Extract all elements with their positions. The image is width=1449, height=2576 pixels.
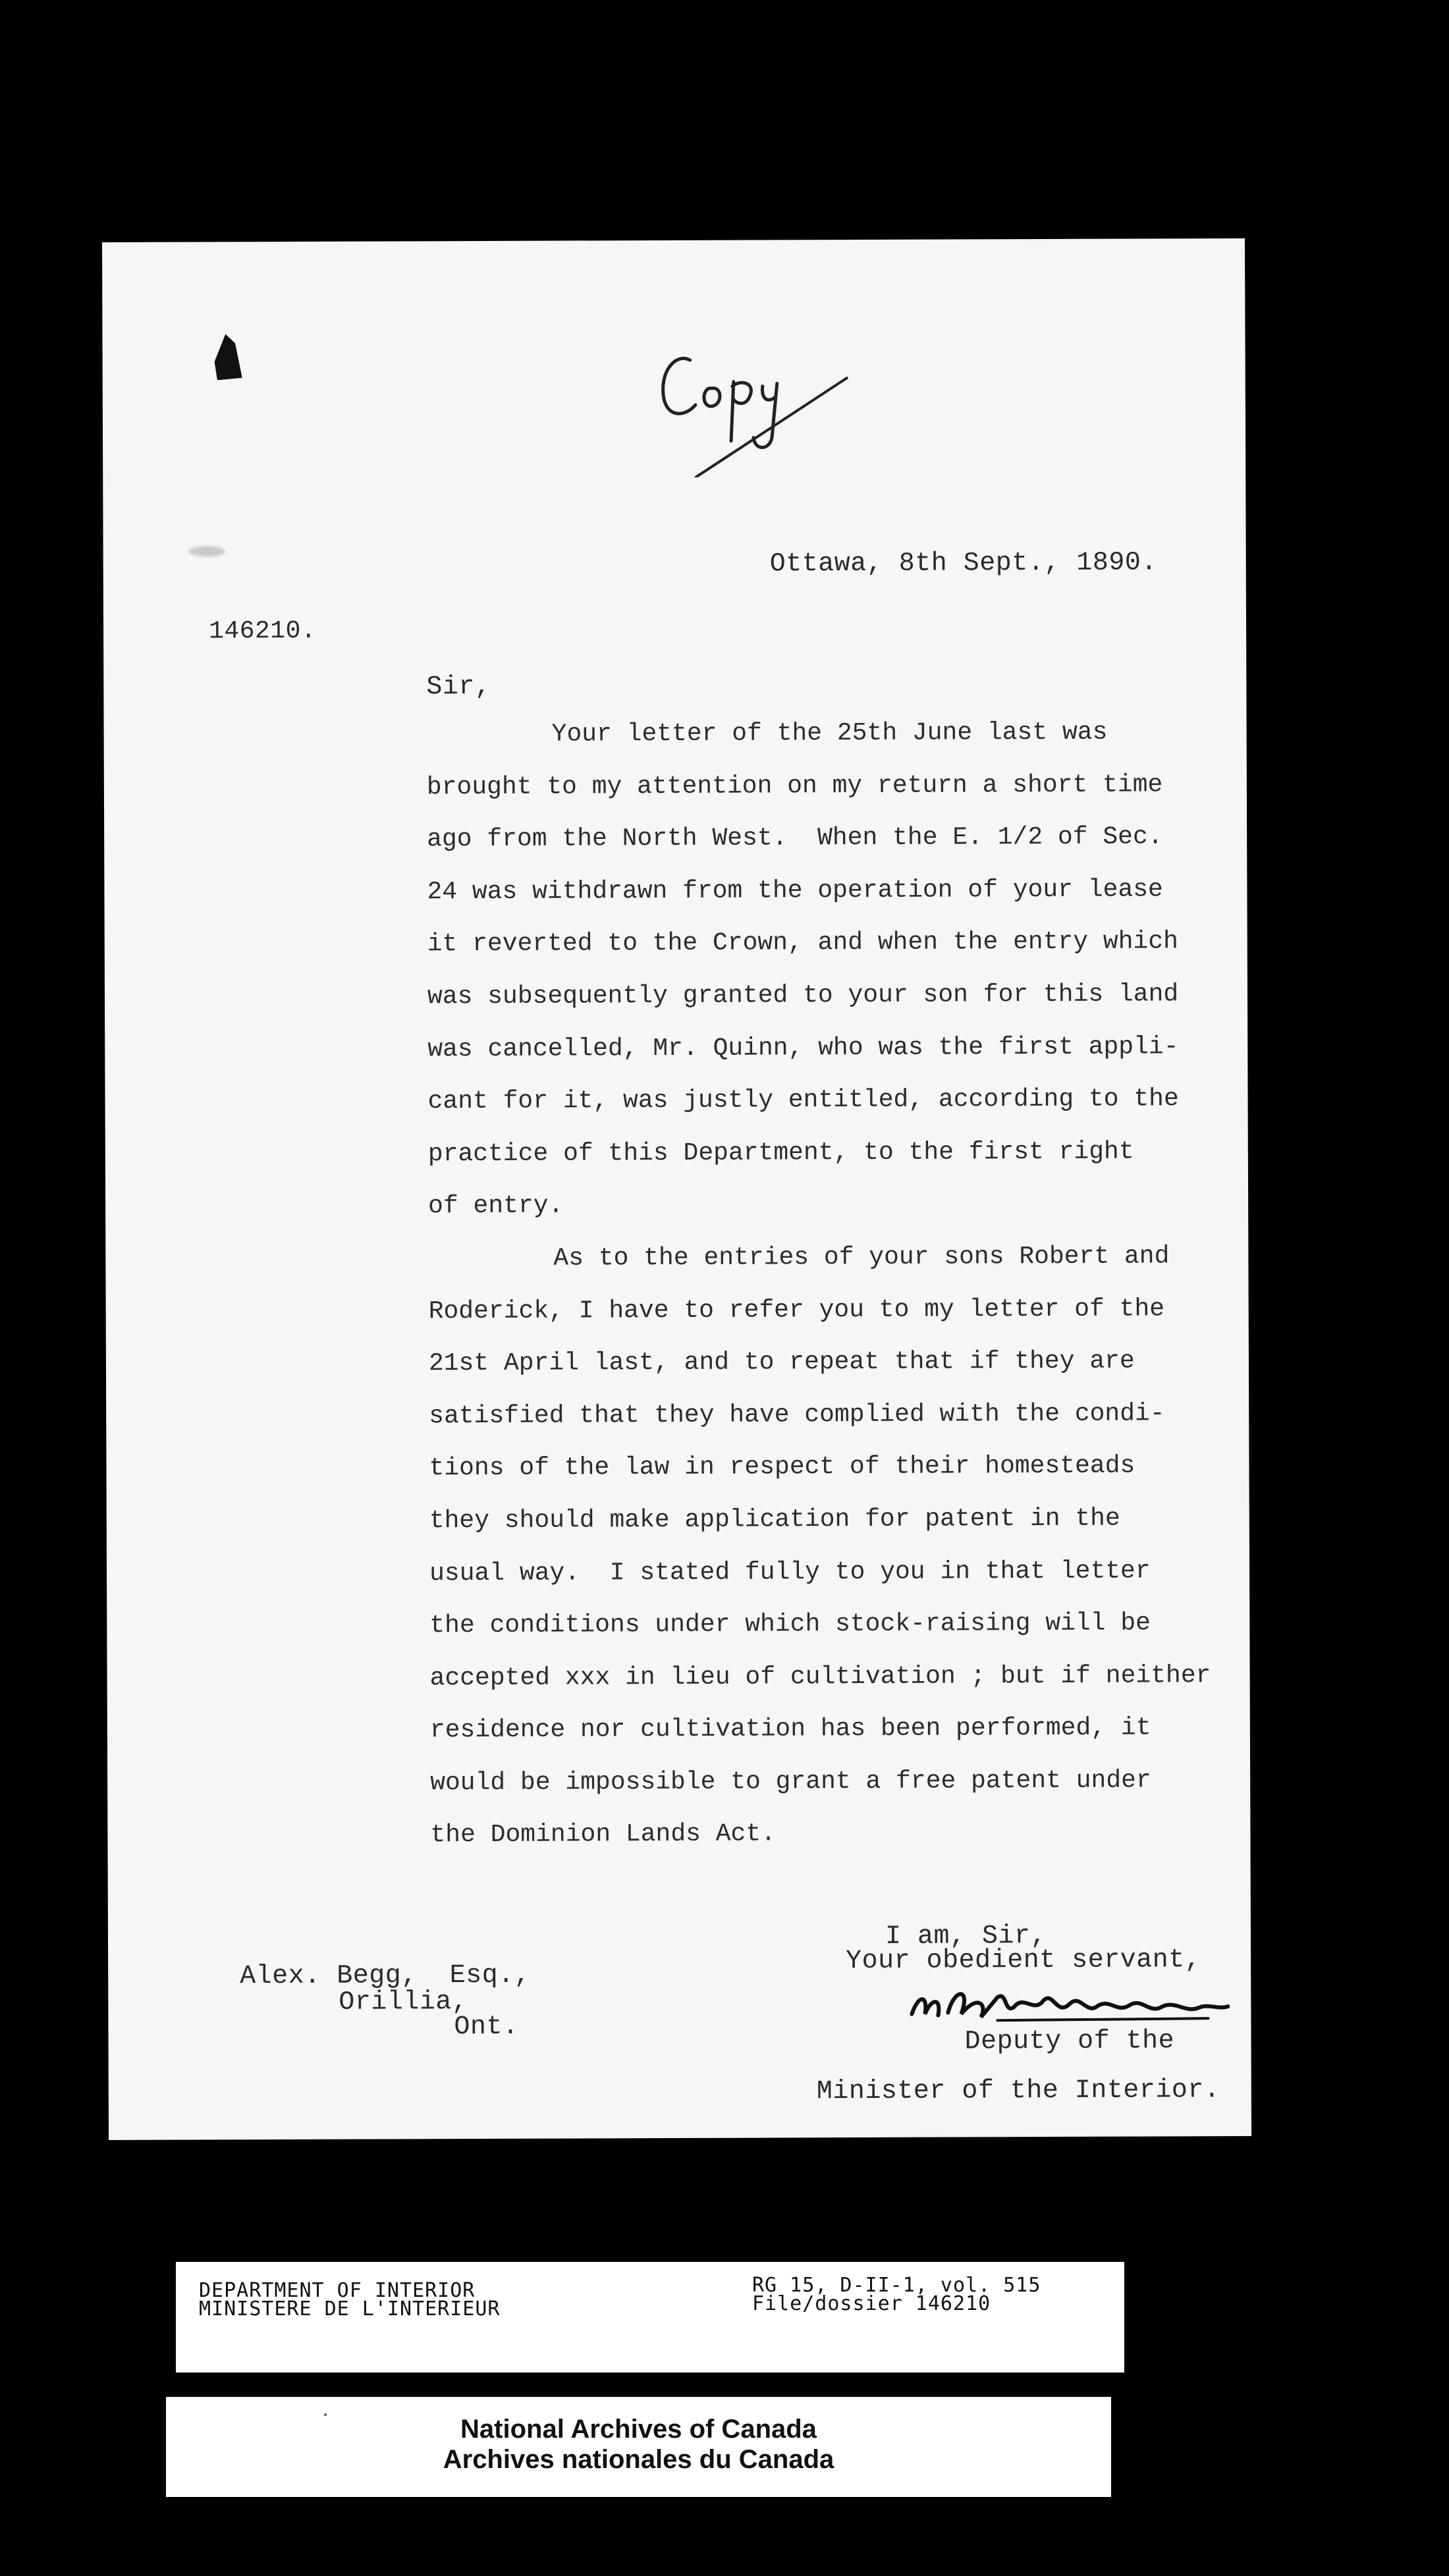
body-line: 21st April last, and to repeat that if they are bbox=[428, 1347, 1135, 1378]
body-line: Roderick, I have to refer you to my letter of the bbox=[428, 1294, 1165, 1326]
ink-blot bbox=[214, 334, 242, 380]
record-group-reference: RG 15, D-II-1, vol. 515 bbox=[752, 2274, 1041, 2297]
addressee-town: Orillia, bbox=[339, 1987, 468, 2018]
body-line: they should make application for patent in the bbox=[429, 1504, 1120, 1536]
signatory-title-line2: Minister of the Interior. bbox=[816, 2076, 1220, 2107]
body-line: of entry. bbox=[428, 1191, 564, 1221]
signature-scrawl bbox=[898, 1967, 1241, 2034]
body-line: cant for it, was justly entitled, according to the bbox=[427, 1085, 1179, 1116]
body-line: Your letter of the 25th June last was bbox=[551, 718, 1108, 749]
body-line: the Dominion Lands Act. bbox=[430, 1819, 777, 1850]
salutation: Sir, bbox=[426, 672, 491, 703]
body-line: tions of the law in respect of their homesteads bbox=[429, 1451, 1135, 1483]
letter-date: Ottawa, 8th Sept., 1890. bbox=[769, 548, 1157, 579]
archive-reference-label bbox=[176, 2262, 1124, 2373]
signature bbox=[898, 1967, 1241, 2034]
paper-smudge bbox=[189, 546, 225, 556]
addressee-name: Alex. Begg, Esq., bbox=[240, 1960, 531, 1992]
copy-annotation bbox=[649, 325, 992, 477]
body-line: practice of this Department, to the first right bbox=[427, 1137, 1134, 1169]
copy-handwriting-mark bbox=[649, 325, 992, 477]
letter-page bbox=[102, 238, 1251, 2140]
department-name-fr: MINISTERE DE L'INTERIEUR bbox=[199, 2297, 501, 2321]
archive-name-en: National Archives of Canada bbox=[460, 2415, 817, 2444]
addressee-province: Ont. bbox=[454, 2012, 519, 2043]
department-name-en: DEPARTMENT OF INTERIOR bbox=[199, 2279, 476, 2302]
signatory-title-line1: Deputy of the bbox=[964, 2026, 1175, 2057]
archive-credit-box bbox=[166, 2397, 1111, 2497]
body-line: 24 was withdrawn from the operation of your lease bbox=[427, 875, 1163, 907]
body-line: satisfied that they have complied with the condi- bbox=[429, 1399, 1165, 1430]
body-line: usual way. I stated fully to you in that letter bbox=[429, 1556, 1151, 1588]
archive-name-fr: Archives nationales du Canada bbox=[443, 2445, 834, 2474]
letter-body bbox=[426, 706, 1220, 1862]
body-line: residence nor cultivation has been performed, it bbox=[429, 1713, 1151, 1745]
body-line: was cancelled, Mr. Quinn, who was the first appli- bbox=[427, 1032, 1179, 1063]
body-line: it reverted to the Crown, and when the entry which bbox=[427, 927, 1178, 959]
closing-servant: Your obedient servant, bbox=[846, 1945, 1201, 1977]
body-line: As to the entries of your sons Robert and bbox=[553, 1242, 1170, 1273]
speck bbox=[324, 2413, 327, 2416]
closing-greeting: I am, Sir, bbox=[885, 1921, 1047, 1952]
body-line: was subsequently granted to your son for this land bbox=[427, 980, 1179, 1011]
body-line: accepted xxx in lieu of cultivation ; but if neither bbox=[429, 1661, 1211, 1692]
body-line: ago from the North West. When the E. 1/2 of Sec. bbox=[427, 822, 1163, 854]
file-number: 146210. bbox=[208, 616, 317, 646]
file-dossier-reference: File/dossier 146210 bbox=[752, 2292, 991, 2315]
body-line: the conditions under which stock-raising will be bbox=[429, 1609, 1151, 1640]
body-line: brought to my attention on my return a short time bbox=[426, 770, 1163, 801]
body-line: would be impossible to grant a free patent under bbox=[430, 1766, 1151, 1798]
